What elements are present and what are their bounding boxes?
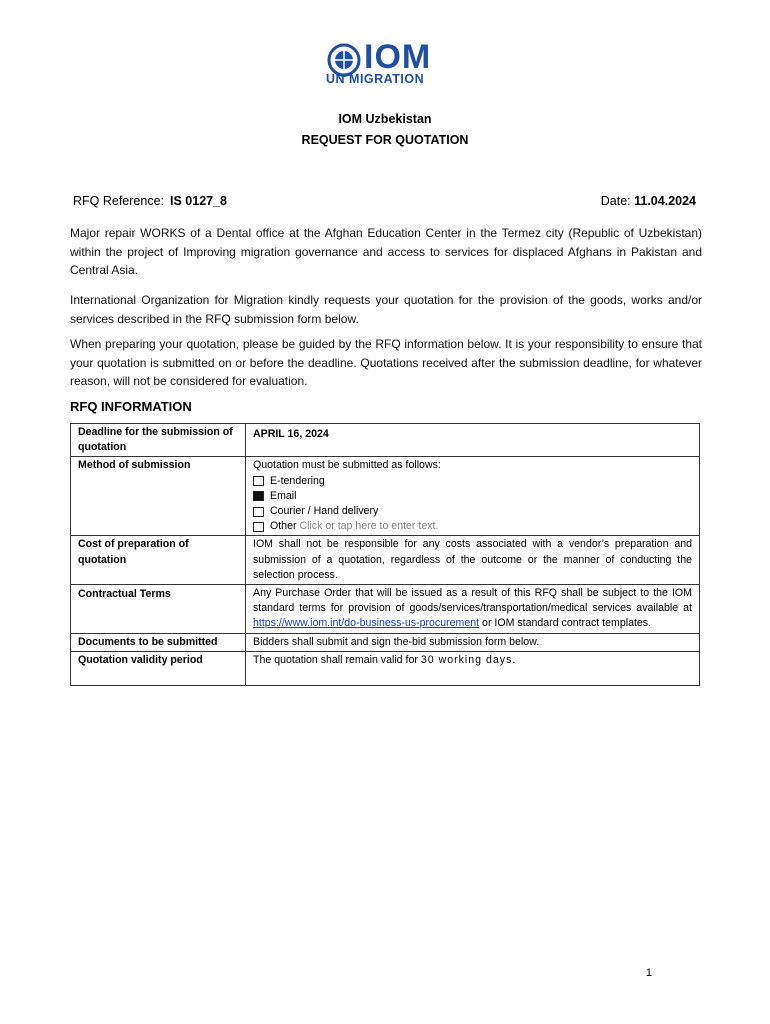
section-title: RFQ INFORMATION (70, 399, 192, 414)
terms-label: Contractual Terms (71, 585, 246, 634)
rfq-info-table (70, 423, 700, 686)
request-paragraph: International Organization for Migration kindly requests your quotation for the provision of the goods, works and/or services described in the RFQ submission form below. (70, 293, 702, 326)
cost-label: Cost of preparation of quotation (71, 536, 246, 585)
deadline-label: Deadline for the submission of quotation (71, 424, 246, 457)
validity-label: Quotation validity period (71, 651, 246, 685)
org-heading: IOM Uzbekistan (338, 112, 432, 126)
option-e-tendering[interactable] (253, 474, 692, 489)
table-row (71, 536, 700, 585)
cost-value: IOM shall not be responsible for any costs associated with a vendor’s preparation and submission of a quotation, regardless of the outcome or the manner of conducting the selection process. (246, 536, 700, 585)
table-row (71, 585, 700, 634)
method-label: Method of submission (71, 457, 246, 536)
checkbox-checked-icon[interactable] (253, 491, 264, 501)
checkbox-icon[interactable] (253, 507, 264, 517)
date-label: Date: (600, 194, 631, 208)
rfq-reference-label: RFQ Reference: (73, 194, 165, 208)
option-other[interactable] (253, 519, 692, 534)
iom-logo (326, 38, 446, 88)
terms-value (246, 585, 700, 634)
method-intro: Quotation must be submitted as follows: (253, 459, 441, 472)
rfq-date (601, 194, 696, 208)
validity-period: 30 working days. (420, 653, 517, 666)
option-label: Email (270, 489, 297, 502)
logo-subtitle: UN MIGRATION (326, 72, 425, 86)
table-row (71, 651, 700, 685)
checkbox-icon[interactable] (253, 522, 264, 532)
guidance-paragraph: When preparing your quotation, please be guided by the RFQ information below. It is your responsibility to ensure that your quotation is submitted on or before the deadline. Quotations received after the submission deadline, for whatever reason, will not be considered for evaluation. (70, 337, 702, 388)
deadline-value: APRIL 16, 2024 (246, 424, 700, 457)
procurement-link[interactable]: https://www.iom.int/do-business-us-procurement (253, 617, 480, 630)
option-courier[interactable] (253, 504, 692, 519)
method-value (246, 457, 700, 536)
table-row (71, 633, 700, 651)
date-value: 11.04.2024 (634, 194, 696, 208)
other-text-field[interactable]: Click or tap here to enter text. (299, 520, 439, 533)
rfq-reference-value: IS 0127_8 (170, 194, 228, 208)
table-row (71, 424, 700, 457)
terms-text-after: or IOM standard contract templates. (482, 617, 652, 630)
logo-wordmark: IOM (364, 38, 432, 76)
documents-value: Bidders shall submit and sign the-bid submission form below. (246, 633, 700, 651)
intro-paragraph: Major repair WORKS of a Dental office at the Afghan Education Center in the Termez city (Republic of Uzbekistan) within the project of Improving migration governance and access to services for displaced Afghans in Pakistan and Central Asia. (70, 226, 702, 277)
terms-text: Any Purchase Order that will be issued as a result of this RFQ shall be subject to the IOM standard terms for provision of goods/services/transportation/medical services available at (253, 587, 692, 615)
rfq-reference (73, 194, 227, 208)
table-row (71, 457, 700, 536)
option-label: E-tendering (270, 474, 325, 487)
page-number: 1 (645, 967, 652, 979)
checkbox-icon[interactable] (253, 476, 264, 486)
document-title: REQUEST FOR QUOTATION (301, 133, 469, 147)
validity-value (246, 651, 700, 685)
option-label: Other (270, 520, 297, 533)
validity-text: The quotation shall remain valid for (253, 653, 418, 666)
documents-label: Documents to be submitted (71, 633, 246, 651)
option-email[interactable] (253, 489, 692, 504)
option-label: Courier / Hand delivery (270, 505, 379, 518)
